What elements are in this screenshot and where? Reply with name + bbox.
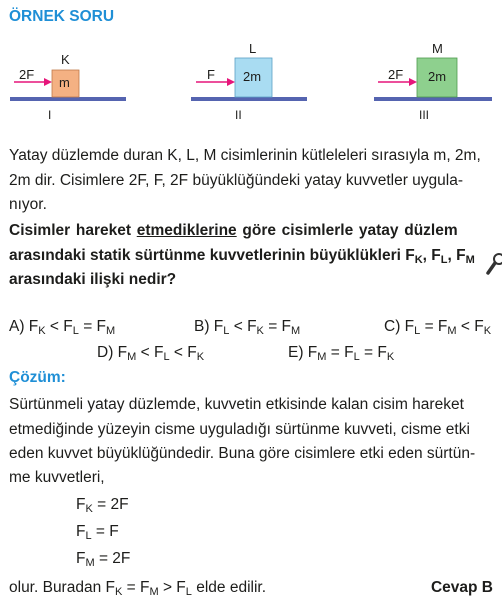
ground-line-2 [191,97,307,101]
answer-label: Cevap B [430,579,493,596]
block-mass-m: 2m [428,69,447,84]
roman-3: III [419,108,430,122]
question-line-1: Yatay düzlemde duran K, L, M cisimlerinin kütleleleri sırasıyla m, 2m, [9,147,481,164]
equation-fl: $F_L = F$ [76,523,119,542]
ground-line-3 [374,97,492,101]
equation-fk: $F_K = 2F$ [76,496,129,515]
force-label-1: 2F [19,67,35,82]
magnifier-icon [486,253,502,277]
solution-line-4: me kuvvetleri, [9,469,105,486]
arrowhead-1 [44,78,52,86]
block-label-m: M [432,41,443,56]
option-b: B) $F_L < F_K = F_M$ [194,318,301,337]
force-label-2: F [207,67,215,82]
option-a: A) $F_K < F_L = F_M$ [9,318,116,337]
ground-line-1 [10,97,126,101]
question-bold-line-1: Cisimler hareket etmediklerine göre cisimlerle yatay düzlem [9,222,458,239]
option-d: D) $F_M < F_L < F_K$ [97,344,205,363]
solution-line-2: etmediğinde yüzeyin cisme uyguladığı sürtünme kuvveti, cisme etki [9,421,470,438]
solution-line-3: eden kuvvet büyüklüğündedir. Buna göre cisimlere etki eden sürtün- [9,445,476,462]
block-label-k: K [61,52,70,67]
block-mass-k: m [59,75,70,90]
option-e: E) $F_M = F_L = F_K$ [288,344,395,363]
arrowhead-3 [409,78,417,86]
block-label-l: L [249,41,257,56]
question-line-2: 2m dir. Cisimlere 2F, F, 2F büyüklüğündeki yatay kuvvetler uygula- [9,172,464,189]
question-bold-line-2: arasındaki statik sürtünme kuvvetlerinin büyüklükleri $F_K$, $F_L$, $F_M$ [9,247,475,266]
force-label-3: 2F [388,67,404,82]
option-c: C) $F_L = F_M < F_K$ [384,318,492,337]
arrowhead-2 [227,78,235,86]
solution-line-1: Sürtünmeli yatay düzlemde, kuvvetin etkisinde kalan cisim hareket [9,396,464,413]
roman-1: I [48,108,52,122]
block-mass-l: 2m [243,69,262,84]
conclusion-line: olur. Buradan $F_K = F_M > F_L$ elde edilir. [9,579,267,598]
roman-2: II [235,108,242,122]
equation-fm: $F_M = 2F$ [76,550,131,569]
example-heading: ÖRNEK SORU [9,8,115,25]
question-line-3: nıyor. [9,196,47,213]
solution-heading: Çözüm: [9,369,66,386]
question-bold-line-3: arasındaki ilişki nedir? [9,271,177,288]
